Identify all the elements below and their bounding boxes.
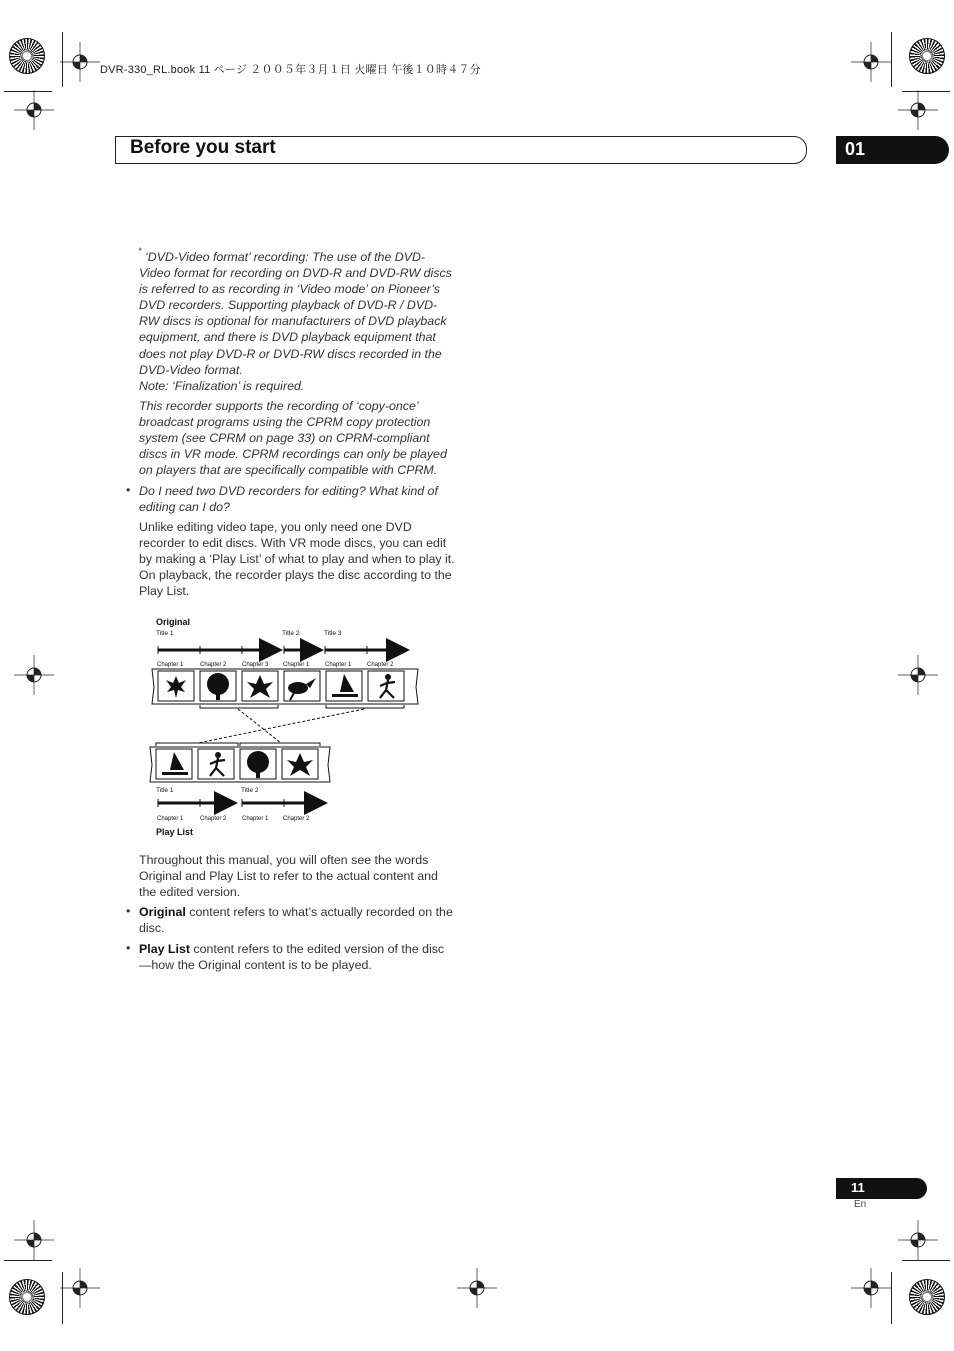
- bullet: •: [126, 904, 131, 918]
- original-title-label: Title 3: [324, 630, 342, 637]
- original-title-label: Title 2: [282, 630, 300, 637]
- playlist-diagram: [148, 612, 428, 842]
- footnote-paragraph: [138, 246, 455, 378]
- crosshair-icon: [60, 42, 100, 82]
- registration-burst-icon: [9, 1279, 45, 1315]
- faq-answer: Unlike editing video tape, you only need one DVD recorder to edit discs. With VR mode discs, you can edit by making a ‘Play List’ of what to play and when to play it. On playback, the recorder plays the disc according to the Play List.: [139, 520, 455, 599]
- original-definition: [139, 904, 455, 936]
- crosshair-icon: [457, 1268, 497, 1308]
- intro-paragraph: Throughout this manual, you will often see the words Original and Play List to refer to the actual content and the edited version.: [139, 853, 438, 900]
- print-slug: DVR-330_RL.book 11 ページ ２００５年３月１日 火曜日 午後１０時４７分: [100, 64, 481, 76]
- crosshair-icon: [14, 90, 54, 130]
- registration-burst-icon: [9, 38, 45, 74]
- page-number-tab: [836, 1178, 927, 1199]
- original-chapter-label: Chapter 2: [200, 662, 227, 668]
- page-number: 11: [851, 1180, 865, 1195]
- playlist-definition: [139, 941, 455, 973]
- crosshair-icon: [898, 90, 938, 130]
- playlist-title-label: Title 1: [156, 787, 174, 794]
- crosshair-icon: [851, 1268, 891, 1308]
- playlist-chapter-label: Chapter 1: [157, 816, 184, 822]
- original-chapter-label: Chapter 1: [283, 662, 310, 668]
- footnote-text: ‘DVD-Video format’ recording: The use of the DVD-Video format for recording on DVD-R and DVD-RW discs is referred to as recording in ‘Video mode’ on Pioneer’s DVD recorders. Supporting playback of DVD-R / DVD-RW discs is optional for manufacturers of DVD playback equipment, and there is DVD playback equipment that does not play DVD-R or DVD-RW discs recorded in the DVD-Video format.: [139, 250, 452, 377]
- crosshair-icon: [851, 42, 891, 82]
- original-chapter-label: Chapter 3: [242, 662, 269, 668]
- original-chapter-label: Chapter 1: [325, 662, 352, 668]
- language-code: En: [854, 1199, 867, 1210]
- playlist-title-label: Title 2: [241, 787, 259, 794]
- original-title-label: Title 1: [156, 630, 174, 637]
- crosshair-icon: [898, 1220, 938, 1260]
- finalization-note: Note: ‘Finalization’ is required.: [139, 379, 305, 393]
- original-film-strip: [152, 669, 418, 704]
- registration-burst-icon: [909, 38, 945, 74]
- original-chapter-label: Chapter 2: [367, 662, 394, 668]
- original-description: content refers to what’s actually recorded on the disc.: [139, 905, 453, 936]
- playlist-chapter-label: Chapter 2: [200, 816, 227, 822]
- original-term: Original: [139, 905, 186, 919]
- registration-burst-icon: [909, 1279, 945, 1315]
- playlist-term: Play List: [139, 942, 190, 956]
- cprm-paragraph: This recorder supports the recording of ‘copy-once’ broadcast programs using the CPRM copy protection system (see CPRM on page 33) on CPRM-compliant discs in VR mode. CPRM recordings can only be played on players that are specifically compatible with CPRM.: [139, 399, 447, 478]
- playlist-chapter-label: Chapter 2: [283, 816, 310, 822]
- playlist-film-strip: [150, 747, 330, 782]
- playlist-description: content refers to the edited version of the disc—how the Original content is to be played.: [139, 942, 445, 973]
- playlist-chapter-label: Chapter 1: [242, 816, 269, 822]
- chapter-number: 01: [845, 139, 866, 159]
- page-title: Before you start: [130, 137, 276, 158]
- crosshair-icon: [60, 1268, 100, 1308]
- playlist-label: Play List: [156, 827, 194, 837]
- crosshair-icon: [14, 655, 54, 695]
- original-label: Original: [156, 617, 191, 627]
- crosshair-icon: [14, 1220, 54, 1260]
- faq-question: Do I need two DVD recorders for editing? What kind of editing can I do?: [139, 484, 438, 515]
- crosshair-icon: [898, 655, 938, 695]
- original-chapter-label: Chapter 1: [157, 662, 184, 668]
- bullet: •: [126, 941, 131, 955]
- bullet: •: [126, 483, 131, 497]
- footnote-marker: *: [138, 246, 142, 256]
